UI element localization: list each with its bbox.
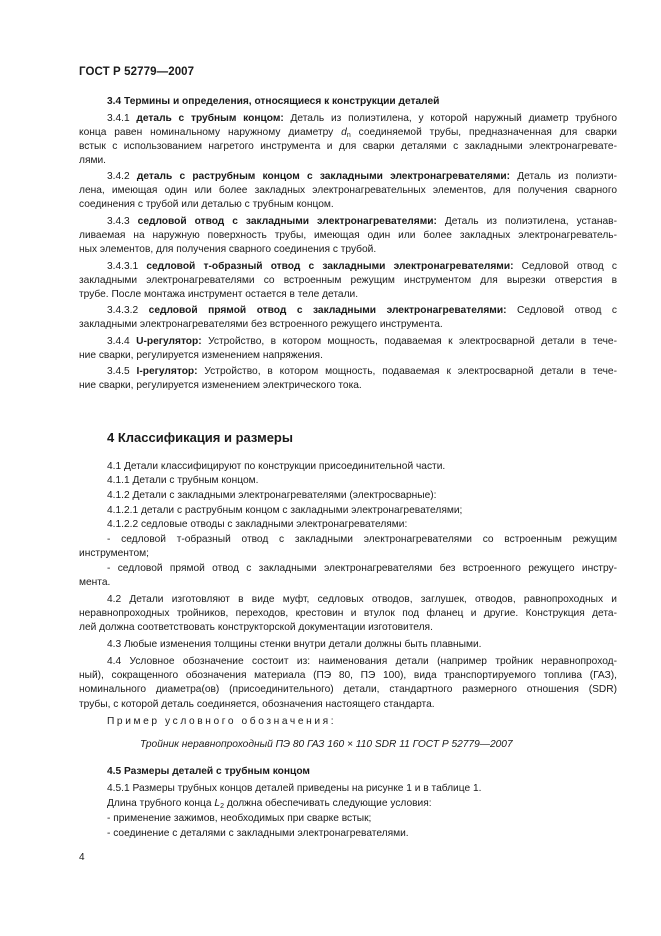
example-label: Пример условного обозначения: xyxy=(107,716,337,727)
para-4-1-2-2: 4.1.2.2 седловые отводы с закладными электронагревателями: xyxy=(107,519,408,530)
para-3-4-1-line2: конца равен номинальному наружному диаметру $d_n$ соединяемой трубы, предназначенная для сварки xyxy=(79,127,617,139)
para-3-4-1-line1: 3.4.1 деталь с трубным концом: Деталь из полиэтилена, у которой наружный диаметр трубного xyxy=(107,113,618,124)
list-item-dash-2-line1: - седловой прямой отвод с закладными электронагревателями без встроенного режущего инстру- xyxy=(107,563,617,574)
para-4-5-1-length: Длина трубного конца $L_2$ должна обеспечивать следующие условия: xyxy=(107,798,432,810)
list-item-dash-4: - соединение с деталями с закладными электронагревателями. xyxy=(107,828,409,839)
para-3-4-1-line4: лями. xyxy=(79,155,106,166)
list-item-dash-1-line1: - седловой т-образный отвод с закладными электронагревателями со встроенным режущим xyxy=(107,534,617,545)
para-3-4-3-1-line2: закладными электронагревателями со встроенным режущим инструментом для вырезки отверстия в xyxy=(79,275,617,286)
para-3-4-3-1-line1: 3.4.3.1 седловой т-образный отвод с закладными электронагревателями: Седловой отвод с xyxy=(107,261,617,272)
para-4-1-2-1: 4.1.2.1 детали с раструбным концом с закладными электронагревателями; xyxy=(107,505,463,516)
para-3-4-3-line2: ливаемая на наружную поверхность трубы, имеющая один или более закладных электронагреватель- xyxy=(79,230,617,241)
para-3-4-2-line3: соединения с трубой или деталью с трубным концом. xyxy=(79,199,334,210)
para-4-4-line3: номинального диаметра(ов) (присоединительного) детали, стандартного размерного отношения (SDR) xyxy=(79,684,617,695)
para-4-4-line2: ный), сокращенного обозначения материала (ПЭ 80, ПЭ 100), вида транспортируемого топлива (ГАЗ), xyxy=(79,670,617,681)
para-3-4-5-line2: ние сварки, регулируется изменением электрического тока. xyxy=(79,380,362,391)
para-3-4-4-line1: 3.4.4 U-регулятор: Устройство, в котором мощность, подаваемая к электросварной детали в тече- xyxy=(107,336,617,347)
para-3-4-3-1-line3: трубе. После монтажа инструмент остается в теле детали. xyxy=(79,289,359,300)
para-4-1-2: 4.1.2 Детали с закладными электронагревателями (электросварные): xyxy=(107,490,437,501)
para-4-4-line4: трубы, с которой деталь соединяется, обозначения настоящего стандарта. xyxy=(79,699,435,710)
para-4-1: 4.1 Детали классифицируют по конструкции присоединительной части. xyxy=(107,461,446,472)
list-item-dash-1-line2: инструментом; xyxy=(79,548,149,559)
section-3-4-title: 3.4 Термины и определения, относящиеся к конструкции деталей xyxy=(107,96,440,107)
para-4-3: 4.3 Любые изменения толщины стенки внутри детали должны быть плавными. xyxy=(107,639,482,650)
para-3-4-4-line2: ние сварки, регулируется изменением напряжения. xyxy=(79,350,323,361)
section-4-5-title: 4.5 Размеры деталей с трубным концом xyxy=(107,766,310,777)
para-4-1-1: 4.1.1 Детали с трубным концом. xyxy=(107,475,259,486)
para-4-2-line2: неравнопроходных тройников, переходов, крестовин и втулок под фланец и другие. Конструкция дета- xyxy=(79,608,617,619)
list-item-dash-3: - применение зажимов, необходимых при сварке встык; xyxy=(107,813,372,824)
section-4-title: 4 Классификация и размеры xyxy=(107,430,293,445)
para-4-4-line1: 4.4 Условное обозначение состоит из: наименования детали (например тройник неравнопроход- xyxy=(107,656,617,667)
example-designation: Тройник неравнопроходный ПЭ 80 ГАЗ 160 × 110 SDR 11 ГОСТ Р 52779—2007 xyxy=(140,739,513,750)
page-number: 4 xyxy=(79,852,85,863)
para-3-4-3-2-line1: 3.4.3.2 седловой прямой отвод с закладными электронагревателями: Седловой отвод с xyxy=(107,305,617,316)
para-3-4-2-line2: лена, имеющая один или более закладных электронагревательных элементов, для получения сварного xyxy=(79,185,617,196)
para-3-4-3-2-line2: закладными электронагревателями без встроенного режущего инструмента. xyxy=(79,319,443,330)
para-4-2-line1: 4.2 Детали изготовляют в виде муфт, седловых отводов, заглушек, отводов, равнопроходных и xyxy=(107,594,617,605)
para-4-5-1: 4.5.1 Размеры трубных концов деталей приведены на рисунке 1 и в таблице 1. xyxy=(107,783,482,794)
para-3-4-2-line1: 3.4.2 деталь с раструбным концом с закладными электронагревателями: Деталь из полиэти- xyxy=(107,171,617,182)
para-3-4-5-line1: 3.4.5 I-регулятор: Устройство, в котором мощность, подаваемая к электросварной детали в тече- xyxy=(107,366,617,377)
para-3-4-1-line3: встык с использованием нагретого инструмента и для сварки деталями с закладными электронагревате- xyxy=(79,141,617,152)
para-3-4-3-line1: 3.4.3 седловой отвод с закладными электронагревателями: Деталь из полиэтилена, устанав- xyxy=(107,216,617,227)
para-3-4-3-line3: ных элементов, для получения сварного соединения с трубой. xyxy=(79,244,377,255)
para-4-2-line3: лей должна соответствовать конструкторской документации изготовителя. xyxy=(79,622,433,633)
document-header: ГОСТ Р 52779—2007 xyxy=(79,66,195,78)
list-item-dash-2-line2: мента. xyxy=(79,577,111,588)
